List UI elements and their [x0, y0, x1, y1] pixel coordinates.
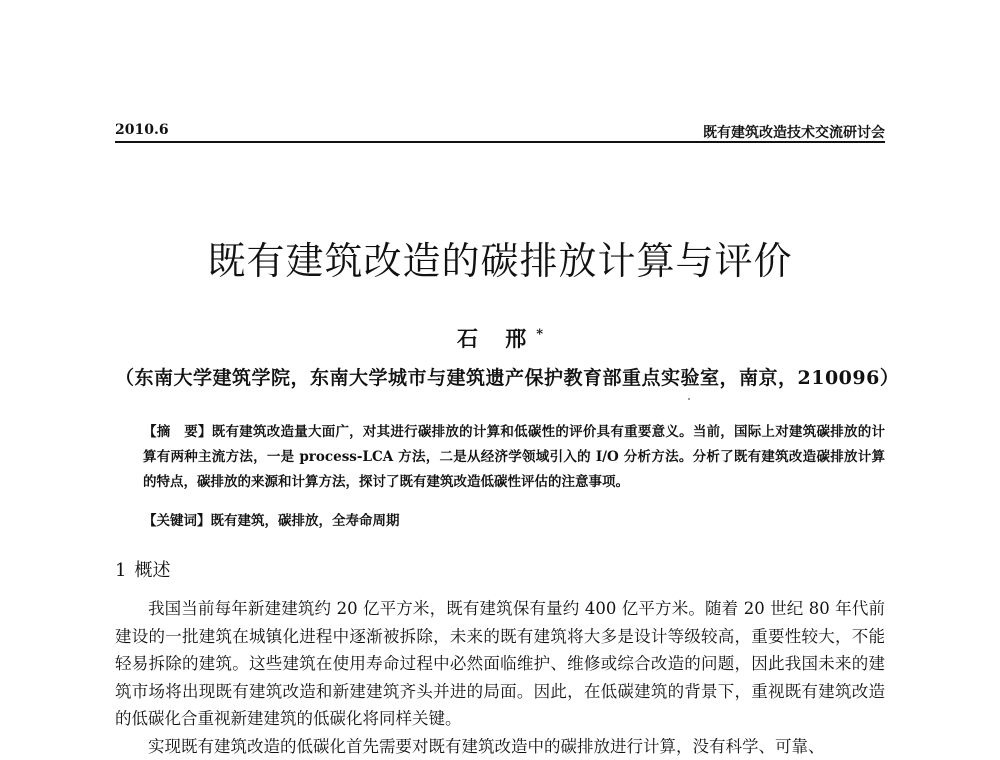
- abstract: [115, 420, 885, 495]
- keywords: [143, 509, 885, 529]
- section-number: 1: [115, 560, 127, 581]
- section-heading: [115, 556, 170, 582]
- abstract-label: 【摘 要】: [143, 424, 212, 440]
- author-line: [0, 323, 1000, 353]
- keywords-text: 既有建筑，碳排放，全寿命周期: [210, 513, 400, 529]
- scan-speck: [688, 398, 690, 400]
- paper-title: 既有建筑改造的碳排放计算与评价: [207, 239, 793, 283]
- header-conference: 既有建筑改造技术交流研讨会: [703, 125, 885, 141]
- body-paragraph: 我国当前每年新建建筑约 20 亿平方米，既有建筑保有量约 400 亿平方米。随着 20 世纪 80 年代前建设的一批建筑在城镇化进程中逐渐被拆除，未来的既有建筑将大多是设计等级较高，重要性较大，不能轻易拆除的建筑。这些建筑在使用寿命过程中必然面临维护、维修或综合改造的问题，因此我国未来的建筑市场将出现既有建筑改造和新建建筑齐头并进的局面。因此，在低碳建筑的背景下，重视既有建筑改造的低碳化合重视新建建筑的低碳化将同样关键。: [115, 599, 885, 728]
- author-footnote-mark: *: [536, 327, 544, 342]
- author-name: 石 邢: [456, 326, 537, 351]
- section-body: [115, 595, 885, 760]
- header-rule: [115, 141, 885, 143]
- body-paragraph: 实现既有建筑改造的低碳化首先需要对既有建筑改造中的碳排放进行计算，没有科学、可靠、: [148, 736, 825, 756]
- keywords-label: 【关键词】: [143, 513, 211, 529]
- abstract-text: 既有建筑改造量大面广，对其进行碳排放的计算和低碳性的评价具有重要意义。当前，国际上对建筑碳排放的计算有两种主流方法，一是 process-LCA 方法，二是从经济学领域引入的 I/O 分析方法。分析了既有建筑改造碳排放计算的特点，碳排放的来源和计算方法，探讨了既有建筑改造低碳性评估的注意事项。: [143, 424, 886, 490]
- author-affiliation: （东南大学建筑学院，东南大学城市与建筑遗产保护教育部重点实验室，南京，210096）: [115, 367, 900, 389]
- section-title: 概述: [134, 560, 171, 581]
- header-date: 2010.6: [115, 122, 169, 138]
